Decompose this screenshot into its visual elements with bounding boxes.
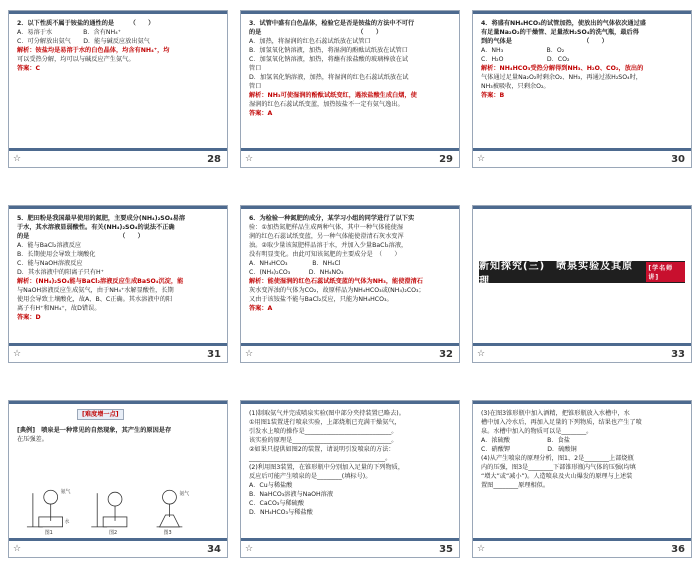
slide-text-line: 4．将盛有NH₄HCO₃的试管加热，使放出的气体依次通过盛 [481, 20, 646, 27]
slide-text-line: 验：①加热氮肥样品生成两种气体，其中一种气体能使湿 [249, 224, 404, 231]
slide-footer [477, 348, 685, 360]
apparatus-drawing [21, 487, 215, 535]
section-banner-tag: [学名师讲] [646, 262, 685, 282]
slide-thumbnail[interactable] [240, 10, 460, 168]
slide-bottom-bar [9, 538, 227, 541]
slide-thumbnail[interactable] [240, 400, 460, 558]
slide-text-line: A．能与BaCl₂溶液反应 [17, 242, 82, 249]
slide-thumbnail[interactable] [472, 205, 692, 363]
slide-transition-icon[interactable]: ☆ [477, 349, 486, 359]
slide-text-line: D．NH₄HCO₃与稀盐酸 [249, 509, 313, 516]
figure-annotation: 氨气 [179, 491, 190, 498]
slide-text-line: (3)在图3锥形瓶中加入酒精，把锥形瓶放入水槽中，水 [481, 410, 630, 417]
slide-subhead: [难度增一点] [77, 409, 124, 420]
slide-text-line: 的是 （ ） [249, 29, 383, 36]
slide-thumbnail[interactable] [8, 205, 228, 363]
slide-text-line: 反应后可能产生喷泉的是________(填标号)。 [249, 473, 372, 480]
slide-text-line: 解析：NH₄HCO₃受热分解得到NH₃、H₂O、CO₂，放出的 [481, 65, 644, 72]
slide-content [481, 409, 683, 537]
slide-transition-icon[interactable]: ☆ [477, 544, 486, 554]
slide-transition-icon[interactable]: ☆ [477, 154, 486, 164]
fountain-apparatus-figure [21, 487, 215, 535]
slide-text-line: 管口 [249, 65, 262, 72]
slide-top-bar [9, 206, 227, 209]
slide-text-line: 答案：B [481, 92, 505, 99]
slide-footer [477, 543, 685, 555]
slide-number: 36 [671, 543, 685, 555]
slide-number: 31 [207, 348, 221, 360]
slide-transition-icon[interactable]: ☆ [245, 154, 254, 164]
slide-transition-icon[interactable]: ☆ [13, 154, 22, 164]
slide-content [249, 214, 451, 342]
slide-text-line: 3．试管中盛有白色晶体，检验它是否是铵盐的方法中不可行 [249, 20, 415, 27]
slide-thumbnail[interactable] [8, 400, 228, 558]
slide-text-line: 解析：铵盐均是易溶于水的白色晶体，均含有NH₄⁺，均 [17, 47, 170, 54]
slide-text-line: 答案：A [249, 110, 273, 117]
slide-text-line: 答案：C [17, 65, 41, 72]
slide-thumbnail[interactable] [472, 10, 692, 168]
slide-number: 34 [207, 543, 221, 555]
slide-thumbnail[interactable] [8, 10, 228, 168]
slide-bottom-bar [9, 343, 227, 346]
slide-thumbnail[interactable] [472, 400, 692, 558]
slide-text-line: A．NH₄HCO₃ B．NH₄Cl [249, 260, 341, 267]
slide-text-line: 2．以下性质不属于铵盐的通性的是 （ ） [17, 20, 155, 27]
slide-text-line: 没有明显变化。由此可知该氮肥的主要成分是 （ ） [249, 251, 401, 258]
slide-text-line: C．(NH₄)₂CO₃ D．NH₄NO₃ [249, 269, 344, 276]
slide-text-line: C．硝酸钾 D．硫酸铜 [481, 446, 577, 453]
slide-text-line: 6．为检验一种氮肥的成分，某学习小组的同学进行了以下实 [249, 215, 415, 222]
slide-thumbnail[interactable] [240, 205, 460, 363]
slide-number: 30 [671, 153, 685, 165]
figure-label: 图1 [44, 529, 53, 535]
slide-text-line: 可以受热分解，均可以与碱反应产生氨气。 [17, 56, 135, 63]
slide-text-line: A．Cu与稀盐酸 [249, 482, 293, 489]
slide-text-line: C．能与NaOH溶液反应 [17, 260, 83, 267]
figure-annotation: 水 [64, 518, 70, 525]
slide-text-line: D．其水溶液中的阳离子只有H⁺ [17, 269, 104, 276]
slide-text-line: ②如果只提供如图2的装置，请说明引发喷泉的方法： [249, 446, 395, 453]
slide-text-line: 答案：D [17, 314, 41, 321]
slide-transition-icon[interactable]: ☆ [245, 349, 254, 359]
slide-text-line: B．加氢氧化钠溶液，加热，将湿润的酚酞试纸放在试管口 [249, 47, 408, 54]
slide-bottom-bar [473, 148, 691, 151]
slide-text-line: 与NaOH溶液反应生成氨气，由于NH₄⁺水解显酸性，长期 [17, 287, 174, 294]
slide-text-line: C．加氢氧化钠溶液，加热，将蘸有浓盐酸的玻璃棒放在试 [249, 56, 409, 63]
slide-bottom-bar [9, 148, 227, 151]
slide-text-line: 解析：NH₃可使湿润的酚酞试纸变红，遇浓盐酸生成白烟，使 [249, 92, 417, 99]
section-banner [479, 261, 685, 287]
slide-text-line: 离子有H⁺和NH₄⁺，故D错误。 [17, 305, 101, 312]
slide-top-bar [473, 401, 691, 404]
slide-bottom-bar [241, 538, 459, 541]
slide-text-line: 内的压强，图3是________下部锥形瓶内气体的压强(均填 [481, 464, 636, 471]
slide-footer [245, 543, 453, 555]
slide-bottom-bar [473, 538, 691, 541]
slide-text-line: 又由于该铵盐不能与BaCl₂反应，只能为NH₄HCO₃。 [249, 296, 393, 303]
slide-text-line: 于水，其水溶液显弱酸性。有关(NH₄)₂SO₄的说法不正确 [17, 224, 175, 231]
slide-text-line: 槽中加入冷水后，再加入足量的下列物质，结果也产生了喷 [481, 419, 642, 426]
slide-number: 35 [439, 543, 453, 555]
slide-number: 28 [207, 153, 221, 165]
slide-text-line: “增大”或“减小”)。人造喷泉及火山爆发的原理与上述装 [481, 473, 633, 480]
slide-content [249, 409, 451, 537]
slide-footer [245, 348, 453, 360]
slide-text-line: 浊。②取少量该氮肥样品溶于水，并加入少量BaCl₂溶液， [249, 242, 408, 249]
slide-bottom-bar [473, 343, 691, 346]
slide-text-line: C．CaCO₃与稀硫酸 [249, 500, 305, 507]
slide-top-bar [241, 206, 459, 209]
slide-transition-icon[interactable]: ☆ [245, 544, 254, 554]
slide-top-bar [9, 11, 227, 14]
slide-text-line: 引发水上喷的操作是____________________________。 [249, 428, 398, 435]
slide-content [249, 19, 451, 147]
slide-text-line: 5．肥田粉是我国最早使用的氮肥，主要成分(NH₄)₂SO₄易溶 [17, 215, 186, 222]
slide-text-line: A．浓硫酸 B．食盐 [481, 437, 570, 444]
slide-text-line: 解析：(NH₄)₂SO₄能与BaCl₂溶液反应生成BaSO₄沉淀，能 [17, 278, 184, 285]
slide-top-bar [473, 11, 691, 14]
section-banner-title: 新知探究(三) 喷泉实验及其原理 [479, 261, 634, 287]
slide-number: 32 [439, 348, 453, 360]
slide-text-line: ____________________________________________。 [249, 455, 392, 462]
slide-text-line: C．H₂O D．CO₂ [481, 56, 570, 63]
slide-text-line: 润的红色石蕊试纸变蓝，另一种气体能使澄清石灰水变浑 [249, 233, 404, 240]
slide-text-line: 泉。水槽中加入的物质可以是________。 [481, 428, 593, 435]
slide-text-line: 该实验的原理是________________________________。 [249, 437, 398, 444]
slide-footer [13, 153, 221, 165]
slide-text-line: (2)利用图3装置，在锥形瓶中分别加入足量的下列物质， [249, 464, 405, 471]
slide-bottom-bar [241, 343, 459, 346]
slide-transition-icon[interactable]: ☆ [13, 349, 22, 359]
slide-text-line: A．加热，将湿润的红色石蕊试纸放在试管口 [249, 38, 371, 45]
slide-text-line: 解析：能使湿润的红色石蕊试纸变蓝的气体为NH₃，能使澄清石 [249, 278, 423, 285]
slide-text-line: 到的气体是 （ ） [481, 38, 608, 45]
slide-text-line: 置图________原理相似。 [481, 482, 550, 489]
slide-text-line: D．加氢氧化钠溶液，加热，将湿润的红色石蕊试纸放在试 [249, 74, 409, 81]
slide-top-bar [241, 401, 459, 404]
slide-text-line: [典例] 喷泉是一种常见的自然现象，其产生的原因是存 [17, 427, 172, 434]
slide-text-line: 使用会导致土壤酸化，故A、B、C正确。其水溶液中的阳 [17, 296, 173, 303]
slide-text-line: 答案：A [249, 305, 273, 312]
slide-text-line: 灰水变浑浊的气体为CO₂，故原样品为NH₄HCO₃或(NH₄)₂CO₃； [249, 287, 425, 294]
slide-text-line: 湿润的红色石蕊试纸变蓝，加热铵盐不一定有氨气逸出。 [249, 101, 404, 108]
figure-label: 图2 [109, 529, 118, 535]
slide-bottom-bar [241, 148, 459, 151]
slide-content [17, 19, 219, 147]
slide-text-line: (1)制取氨气并完成喷泉实验(图中部分夹持装置已略去)。 [249, 410, 405, 417]
slide-content [17, 214, 219, 342]
slide-top-bar [241, 11, 459, 14]
slide-transition-icon[interactable]: ☆ [13, 544, 22, 554]
slide-text-line: 管口 [249, 83, 262, 90]
slide-top-bar [473, 206, 691, 209]
slide-footer [13, 543, 221, 555]
slide-footer [245, 153, 453, 165]
slide-text-line: (4)从产生喷泉的原理分析，图1、2是________上部烧瓶 [481, 455, 634, 462]
slide-text-line: 有足量Na₂O₂的干燥管、足量浓H₂SO₄的洗气瓶，最后得 [481, 29, 639, 36]
slide-text-line: A．NH₃ B．O₂ [481, 47, 565, 54]
slide-text-line: ①用图1装置进行喷泉实验，上部烧瓶已充满干燥氨气， [249, 419, 401, 426]
slide-number: 33 [671, 348, 685, 360]
slide-number: 29 [439, 153, 453, 165]
slide-text-line: B．NaHCO₃溶液与NaOH溶液 [249, 491, 334, 498]
slide-text-line: 气体通过足量Na₂O₂时剩余O₂、NH₃，再通过浓H₂SO₄时， [481, 74, 642, 81]
figure-label: 图3 [163, 529, 172, 535]
slide-text-line: 的是 （ ） [17, 233, 144, 240]
slide-footer [477, 153, 685, 165]
slide-top-bar [9, 401, 227, 404]
slide-content [481, 19, 683, 147]
slide-text-line: A．易溶于水 B．含有NH₄⁺ [17, 29, 121, 36]
slide-text-line: C．可分解放出氨气 D．能与碱反应放出氨气 [17, 38, 150, 45]
slide-text-line: B．长期使用会导致土壤酸化 [17, 251, 96, 258]
figure-annotation: 氨气 [60, 489, 71, 496]
slide-footer [13, 348, 221, 360]
slide-text-line: 在压强差。 [17, 436, 48, 443]
slide-text-line: NH₃被吸收，只剩余O₂。 [481, 83, 550, 90]
